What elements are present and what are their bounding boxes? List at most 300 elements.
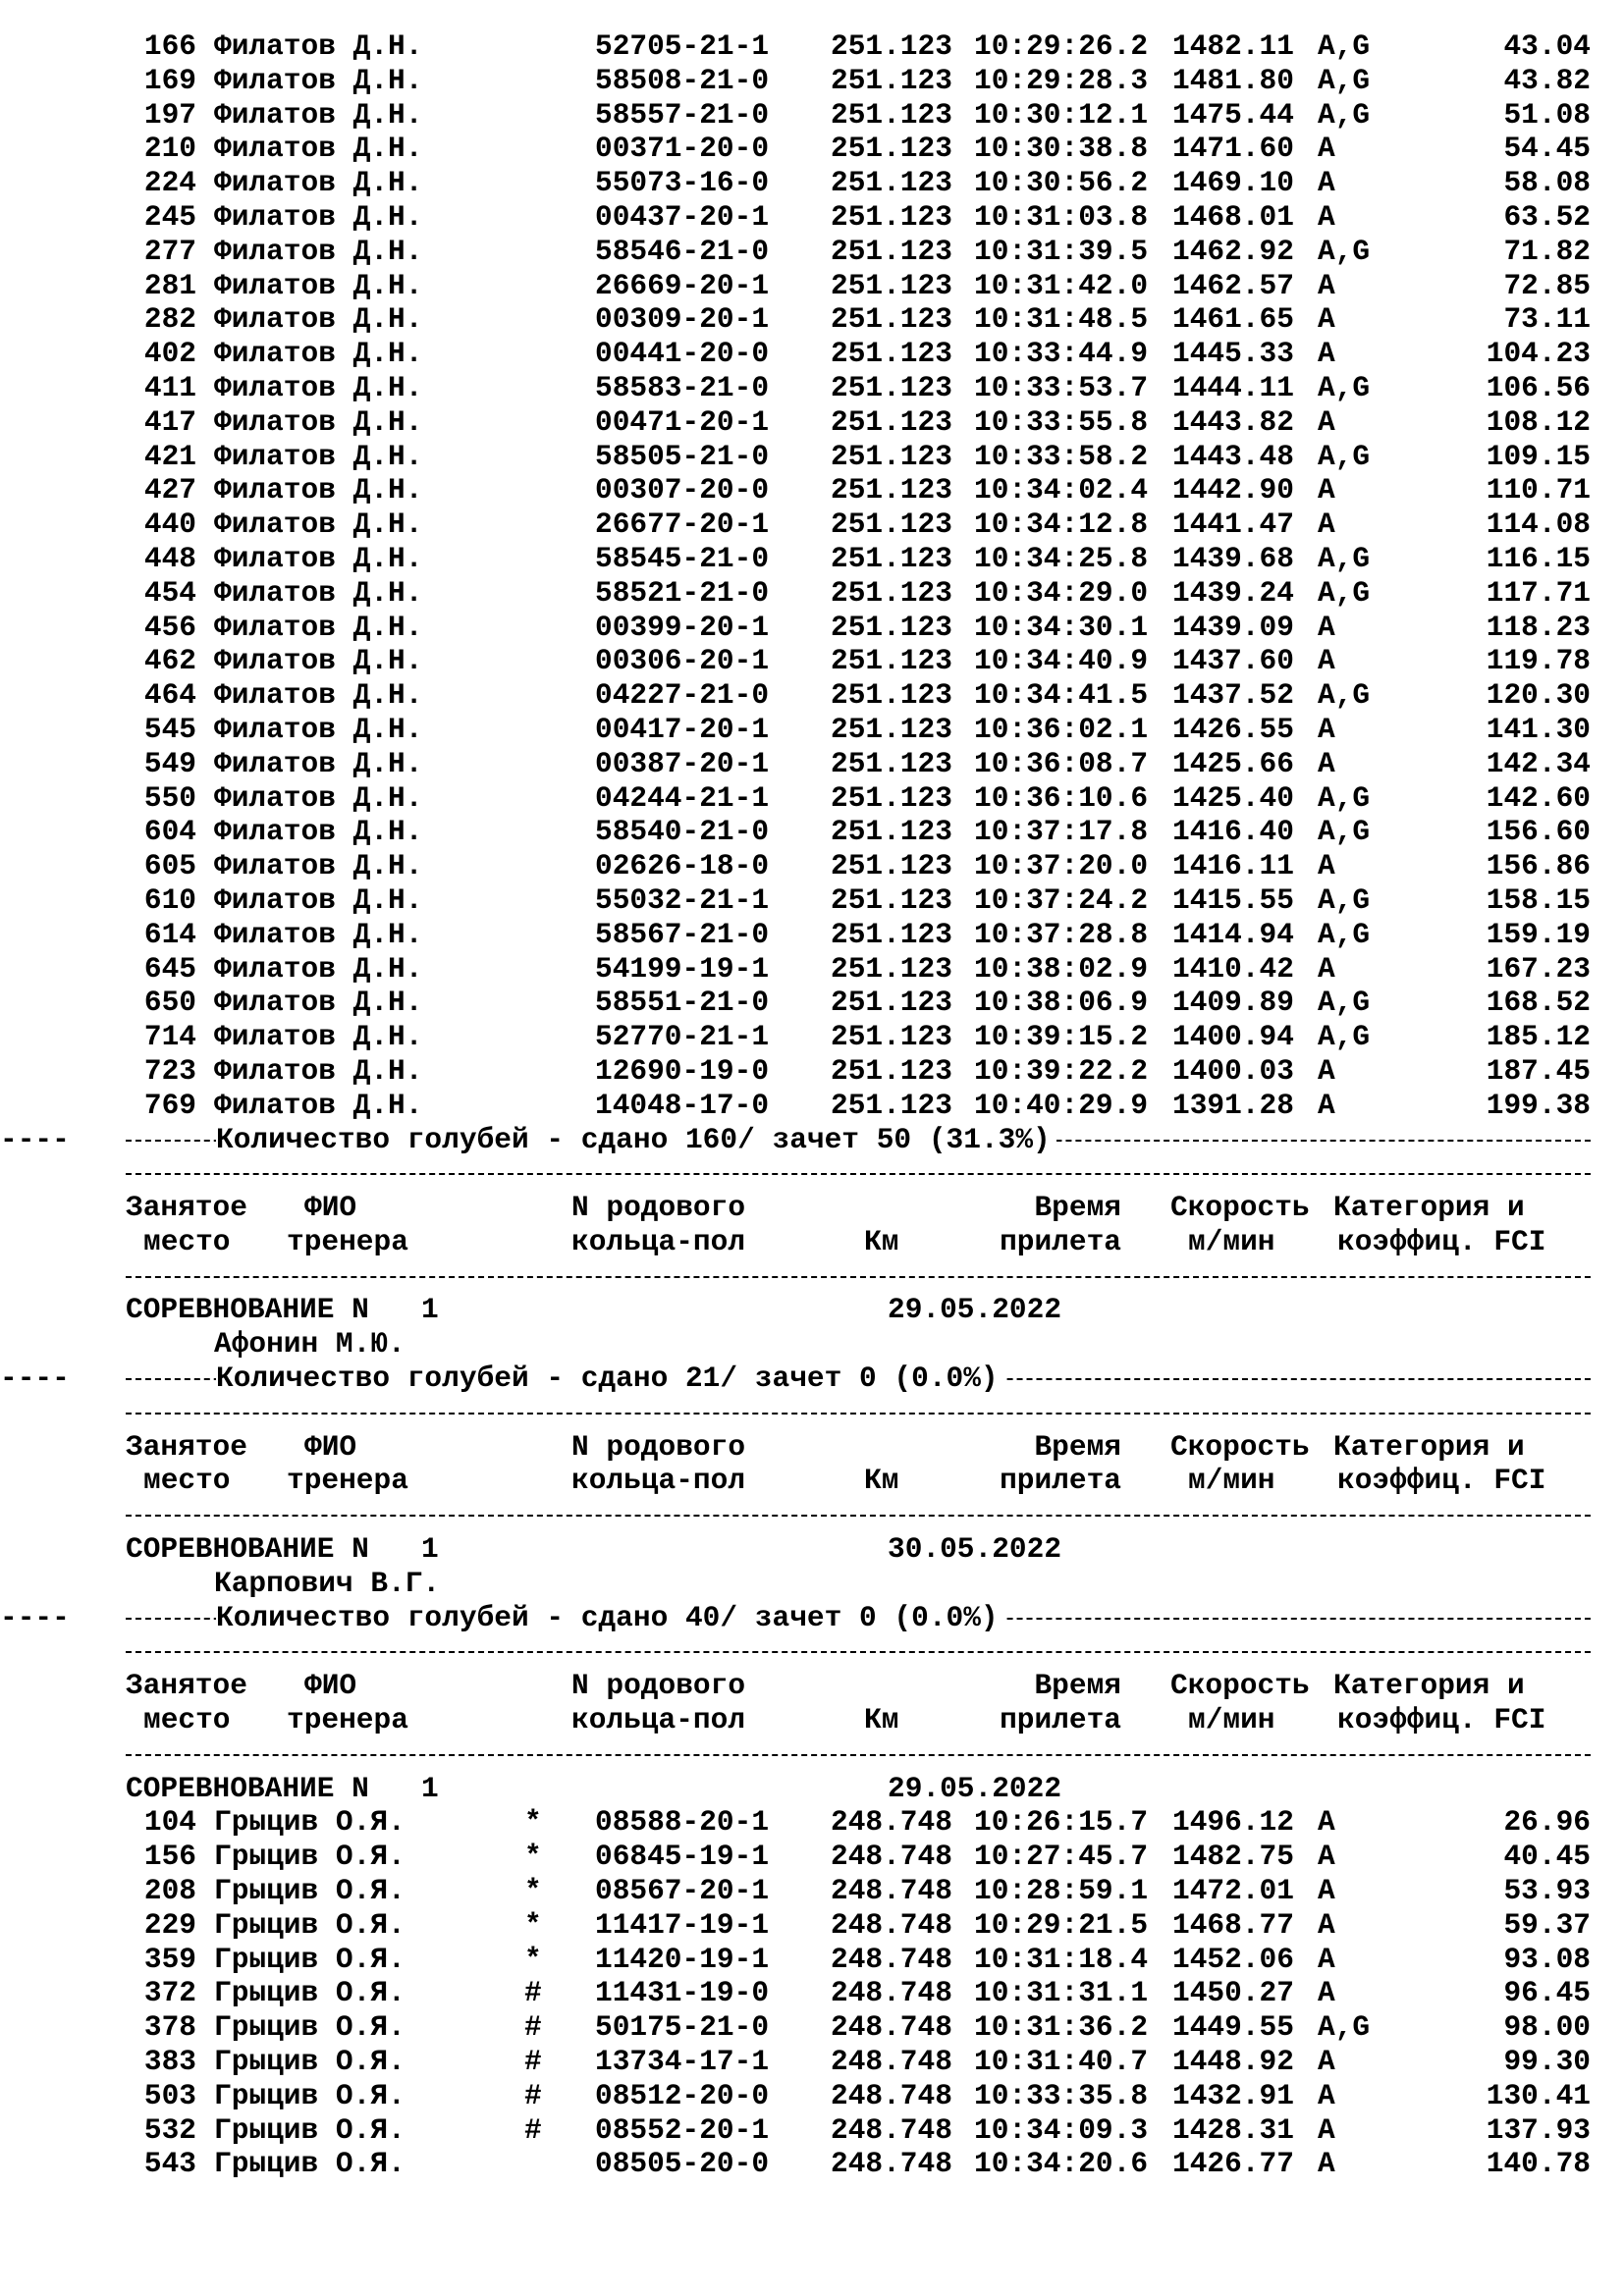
row-category: A (1318, 746, 1335, 780)
row-name: Грыцив О.Я. (214, 1976, 406, 2010)
row-coefficient: 93.08 (1503, 1942, 1591, 1976)
result-row (0, 440, 1624, 474)
row-name: Филатов Д.Н. (214, 199, 423, 234)
row-speed: 1400.03 (1172, 1053, 1294, 1088)
row-speed: 1415.55 (1172, 882, 1294, 917)
row-speed: 1443.48 (1172, 439, 1294, 473)
dashed-rule-line (126, 1413, 1591, 1415)
row-time: 10:34:41.5 (974, 678, 1149, 713)
competition-title: СОРЕВНОВАНИЕ N 1 (126, 1771, 439, 1805)
row-km: 251.123 (831, 780, 952, 815)
row-coefficient: 185.12 (1486, 1020, 1591, 1054)
row-km: 248.748 (831, 1840, 952, 1874)
row-category: A (1318, 166, 1335, 200)
row-ring: 50175-21-0 (595, 2010, 770, 2045)
result-row (0, 166, 1624, 200)
row-ring: 08512-20-0 (595, 2078, 770, 2112)
row-ring: 00387-20-1 (595, 746, 770, 780)
header-place: место (143, 1703, 231, 1737)
row-place: 427 (143, 473, 196, 507)
row-ring: 58521-21-0 (595, 575, 770, 610)
row-km: 251.123 (831, 268, 952, 302)
row-time: 10:30:56.2 (974, 166, 1149, 200)
row-name: Филатов Д.Н. (214, 746, 423, 780)
result-row (0, 1020, 1624, 1054)
result-row (0, 542, 1624, 576)
summary-text: Количество голубей - сдано 160/ зачет 50 (31.3%) (216, 1123, 1056, 1157)
row-name: Филатов Д.Н. (214, 1088, 423, 1122)
row-time: 10:37:28.8 (974, 917, 1149, 951)
row-speed: 1471.60 (1172, 132, 1294, 166)
summary-line (0, 1123, 1624, 1157)
row-ring: 12690-19-0 (595, 1053, 770, 1088)
row-coefficient: 142.60 (1486, 780, 1591, 815)
result-row (0, 405, 1624, 440)
row-coefficient: 43.04 (1503, 29, 1591, 63)
row-place: 281 (143, 268, 196, 302)
row-coefficient: 108.12 (1486, 404, 1591, 439)
row-place: 456 (143, 610, 196, 644)
row-ring: 08552-20-1 (595, 2112, 770, 2147)
row-category: A,G (1318, 815, 1371, 849)
row-time: 10:31:42.0 (974, 268, 1149, 302)
row-place: 156 (143, 1840, 196, 1874)
row-place: 245 (143, 199, 196, 234)
row-category: A,G (1318, 882, 1371, 917)
header-place: Занятое (126, 1191, 247, 1225)
row-time: 10:34:09.3 (974, 2112, 1149, 2147)
row-km: 248.748 (831, 2045, 952, 2079)
result-row (0, 1805, 1624, 1840)
column-header-row (0, 1703, 1624, 1737)
row-name: Филатов Д.Н. (214, 712, 423, 746)
row-km: 251.123 (831, 986, 952, 1020)
row-place: 282 (143, 302, 196, 337)
result-row (0, 644, 1624, 678)
row-category: A,G (1318, 575, 1371, 610)
row-time: 10:36:02.1 (974, 712, 1149, 746)
row-place: 208 (143, 1874, 196, 1908)
row-name: Филатов Д.Н. (214, 63, 423, 97)
row-coefficient: 73.11 (1503, 302, 1591, 337)
row-category: A (1318, 1942, 1335, 1976)
row-mark: * (524, 1942, 542, 1976)
row-category: A,G (1318, 678, 1371, 713)
header-cat: Категория и (1333, 1191, 1525, 1225)
row-category: A,G (1318, 780, 1371, 815)
row-ring: 58583-21-0 (595, 370, 770, 404)
row-speed: 1496.12 (1172, 1805, 1294, 1840)
row-km: 248.748 (831, 1942, 952, 1976)
row-speed: 1439.09 (1172, 610, 1294, 644)
row-km: 251.123 (831, 1088, 952, 1122)
row-km: 251.123 (831, 849, 952, 883)
row-speed: 1439.68 (1172, 541, 1294, 575)
row-ring: 00306-20-1 (595, 644, 770, 678)
header-speed: Скорость (1170, 1429, 1310, 1464)
row-name: Филатов Д.Н. (214, 29, 423, 63)
row-mark: # (524, 2045, 542, 2079)
row-coefficient: 117.71 (1486, 575, 1591, 610)
row-category: A,G (1318, 541, 1371, 575)
row-km: 248.748 (831, 2078, 952, 2112)
result-row (0, 269, 1624, 303)
result-row (0, 200, 1624, 235)
row-category: A (1318, 2147, 1335, 2181)
header-km: Км (864, 1703, 899, 1737)
competition-date: 29.05.2022 (888, 1771, 1062, 1805)
row-speed: 1468.01 (1172, 199, 1294, 234)
row-category: A,G (1318, 370, 1371, 404)
row-place: 359 (143, 1942, 196, 1976)
row-km: 251.123 (831, 63, 952, 97)
row-name: Филатов Д.Н. (214, 268, 423, 302)
row-speed: 1448.92 (1172, 2045, 1294, 2079)
summary-line (0, 1601, 1624, 1635)
row-speed: 1437.52 (1172, 678, 1294, 713)
row-speed: 1452.06 (1172, 1942, 1294, 1976)
row-coefficient: 40.45 (1503, 1840, 1591, 1874)
row-coefficient: 58.08 (1503, 166, 1591, 200)
row-coefficient: 63.52 (1503, 199, 1591, 234)
row-place: 417 (143, 404, 196, 439)
row-ring: 58545-21-0 (595, 541, 770, 575)
row-name: Филатов Д.Н. (214, 575, 423, 610)
row-ring: 58546-21-0 (595, 234, 770, 268)
row-speed: 1428.31 (1172, 2112, 1294, 2147)
row-name: Филатов Д.Н. (214, 404, 423, 439)
competition-date: 29.05.2022 (888, 1293, 1062, 1327)
header-cat: коэффиц. FCI (1337, 1703, 1546, 1737)
result-row (0, 952, 1624, 987)
row-category: A (1318, 712, 1335, 746)
row-speed: 1461.65 (1172, 302, 1294, 337)
row-mark: * (524, 1907, 542, 1942)
row-coefficient: 96.45 (1503, 1976, 1591, 2010)
row-name: Грыцив О.Я. (214, 2045, 406, 2079)
row-category: A,G (1318, 2010, 1371, 2045)
row-time: 10:34:12.8 (974, 507, 1149, 542)
header-time: прилета (1000, 1464, 1121, 1498)
competition-title: СОРЕВНОВАНИЕ N 1 (126, 1293, 439, 1327)
row-km: 251.123 (831, 712, 952, 746)
result-row (0, 1874, 1624, 1908)
row-category: A,G (1318, 234, 1371, 268)
row-name: Филатов Д.Н. (214, 849, 423, 883)
summary-prefix: ---- (0, 1362, 78, 1396)
row-mark: * (524, 1805, 542, 1840)
row-km: 251.123 (831, 644, 952, 678)
row-time: 10:37:17.8 (974, 815, 1149, 849)
competition-title: СОРЕВНОВАНИЕ N 1 (126, 1532, 439, 1567)
row-category: A (1318, 1907, 1335, 1942)
row-km: 251.123 (831, 882, 952, 917)
row-time: 10:26:15.7 (974, 1805, 1149, 1840)
results-document (0, 29, 1624, 2181)
row-coefficient: 26.96 (1503, 1805, 1591, 1840)
row-ring: 00441-20-0 (595, 337, 770, 371)
dashed-rule-line (126, 1651, 1591, 1653)
row-coefficient: 156.60 (1486, 815, 1591, 849)
row-time: 10:27:45.7 (974, 1840, 1149, 1874)
row-category: A (1318, 1976, 1335, 2010)
row-time: 10:37:20.0 (974, 849, 1149, 883)
header-cat: коэффиц. FCI (1337, 1464, 1546, 1498)
row-speed: 1449.55 (1172, 2010, 1294, 2045)
result-row (0, 64, 1624, 98)
row-speed: 1444.11 (1172, 370, 1294, 404)
row-speed: 1441.47 (1172, 507, 1294, 542)
competition-date: 30.05.2022 (888, 1532, 1062, 1567)
row-speed: 1437.60 (1172, 644, 1294, 678)
row-place: 604 (143, 815, 196, 849)
row-coefficient: 71.82 (1503, 234, 1591, 268)
result-row (0, 2147, 1624, 2181)
result-row (0, 849, 1624, 883)
result-row (0, 132, 1624, 166)
row-mark: * (524, 1874, 542, 1908)
result-row (0, 2079, 1624, 2113)
row-place: 610 (143, 882, 196, 917)
header-cat: коэффиц. FCI (1337, 1224, 1546, 1258)
row-place: 166 (143, 29, 196, 63)
result-row (0, 2010, 1624, 2045)
row-km: 251.123 (831, 302, 952, 337)
summary-prefix: ---- (0, 1123, 78, 1157)
header-speed: м/мин (1188, 1703, 1275, 1737)
row-category: A (1318, 2112, 1335, 2147)
row-category: A,G (1318, 29, 1371, 63)
header-time: прилета (1000, 1224, 1121, 1258)
row-place: 650 (143, 986, 196, 1020)
row-speed: 1482.11 (1172, 29, 1294, 63)
row-km: 251.123 (831, 166, 952, 200)
row-category: A,G (1318, 1020, 1371, 1054)
row-place: 448 (143, 541, 196, 575)
row-name: Филатов Д.Н. (214, 917, 423, 951)
dashed-rule (0, 1498, 1624, 1532)
header-fio: тренера (287, 1464, 408, 1498)
row-speed: 1432.91 (1172, 2078, 1294, 2112)
row-ring: 04244-21-1 (595, 780, 770, 815)
row-ring: 08505-20-0 (595, 2147, 770, 2181)
row-name: Филатов Д.Н. (214, 473, 423, 507)
row-km: 251.123 (831, 746, 952, 780)
row-km: 251.123 (831, 1053, 952, 1088)
row-category: A (1318, 610, 1335, 644)
row-name: Филатов Д.Н. (214, 1053, 423, 1088)
header-time: прилета (1000, 1703, 1121, 1737)
row-name: Филатов Д.Н. (214, 439, 423, 473)
header-speed: м/мин (1188, 1464, 1275, 1498)
row-name: Грыцив О.Я. (214, 1907, 406, 1942)
row-coefficient: 114.08 (1486, 507, 1591, 542)
row-speed: 1481.80 (1172, 63, 1294, 97)
row-km: 251.123 (831, 575, 952, 610)
row-mark: # (524, 2010, 542, 2045)
result-row (0, 98, 1624, 133)
row-category: A (1318, 268, 1335, 302)
result-row (0, 1054, 1624, 1089)
result-row (0, 576, 1624, 611)
row-speed: 1410.42 (1172, 951, 1294, 986)
header-ring: кольца-пол (571, 1224, 746, 1258)
row-coefficient: 72.85 (1503, 268, 1591, 302)
row-km: 248.748 (831, 1976, 952, 2010)
row-ring: 58505-21-0 (595, 439, 770, 473)
row-coefficient: 59.37 (1503, 1907, 1591, 1942)
row-km: 248.748 (831, 2010, 952, 2045)
row-time: 10:28:59.1 (974, 1874, 1149, 1908)
row-speed: 1426.77 (1172, 2147, 1294, 2181)
row-place: 769 (143, 1088, 196, 1122)
header-speed: Скорость (1170, 1191, 1310, 1225)
row-speed: 1468.77 (1172, 1907, 1294, 1942)
row-km: 251.123 (831, 951, 952, 986)
row-category: A (1318, 1053, 1335, 1088)
result-row (0, 883, 1624, 918)
header-fio: ФИО (304, 1669, 357, 1703)
row-name: Грыцив О.Я. (214, 2147, 406, 2181)
row-place: 372 (143, 1976, 196, 2010)
row-category: A (1318, 1840, 1335, 1874)
column-header-row (0, 1191, 1624, 1225)
row-ring: 55032-21-1 (595, 882, 770, 917)
row-speed: 1414.94 (1172, 917, 1294, 951)
row-km: 251.123 (831, 234, 952, 268)
row-coefficient: 156.86 (1486, 849, 1591, 883)
row-name: Грыцив О.Я. (214, 1874, 406, 1908)
row-time: 10:39:22.2 (974, 1053, 1149, 1088)
dashed-rule-line (126, 1515, 1591, 1517)
row-name: Филатов Д.Н. (214, 132, 423, 166)
row-time: 10:31:48.5 (974, 302, 1149, 337)
trainer-name: Карпович В.Г. (214, 1566, 441, 1600)
row-place: 169 (143, 63, 196, 97)
row-name: Филатов Д.Н. (214, 986, 423, 1020)
result-row (0, 507, 1624, 542)
row-mark: # (524, 1976, 542, 2010)
row-time: 10:30:38.8 (974, 132, 1149, 166)
result-row (0, 1089, 1624, 1123)
row-coefficient: 159.19 (1486, 917, 1591, 951)
header-fio: тренера (287, 1224, 408, 1258)
result-row (0, 747, 1624, 781)
row-ring: 08567-20-1 (595, 1874, 770, 1908)
row-coefficient: 120.30 (1486, 678, 1591, 713)
result-row (0, 235, 1624, 269)
row-coefficient: 199.38 (1486, 1088, 1591, 1122)
header-ring: кольца-пол (571, 1703, 746, 1737)
row-place: 714 (143, 1020, 196, 1054)
dashed-rule (0, 1396, 1624, 1430)
header-place: место (143, 1224, 231, 1258)
summary-prefix: ---- (0, 1601, 78, 1635)
row-time: 10:37:24.2 (974, 882, 1149, 917)
row-place: 503 (143, 2078, 196, 2112)
row-ring: 26677-20-1 (595, 507, 770, 542)
row-place: 545 (143, 712, 196, 746)
row-coefficient: 53.93 (1503, 1874, 1591, 1908)
row-ring: 58557-21-0 (595, 97, 770, 132)
header-cat: Категория и (1333, 1669, 1525, 1703)
row-ring: 54199-19-1 (595, 951, 770, 986)
column-header-row (0, 1430, 1624, 1465)
row-ring: 58508-21-0 (595, 63, 770, 97)
result-row (0, 611, 1624, 645)
result-row (0, 1840, 1624, 1874)
header-ring: N родового (571, 1429, 746, 1464)
result-row (0, 371, 1624, 405)
row-mark: * (524, 1840, 542, 1874)
result-row (0, 2045, 1624, 2079)
competition-line (0, 1772, 1624, 1806)
row-place: 614 (143, 917, 196, 951)
row-coefficient: 110.71 (1486, 473, 1591, 507)
row-coefficient: 116.15 (1486, 541, 1591, 575)
header-km: Км (864, 1464, 899, 1498)
row-time: 10:33:58.2 (974, 439, 1149, 473)
row-ring: 52770-21-1 (595, 1020, 770, 1054)
row-name: Филатов Д.Н. (214, 815, 423, 849)
row-speed: 1425.40 (1172, 780, 1294, 815)
row-time: 10:31:31.1 (974, 1976, 1149, 2010)
row-ring: 08588-20-1 (595, 1805, 770, 1840)
row-km: 251.123 (831, 337, 952, 371)
row-speed: 1400.94 (1172, 1020, 1294, 1054)
result-row (0, 678, 1624, 713)
row-time: 10:33:53.7 (974, 370, 1149, 404)
row-time: 10:36:08.7 (974, 746, 1149, 780)
row-km: 251.123 (831, 917, 952, 951)
row-category: A,G (1318, 97, 1371, 132)
row-category: A,G (1318, 917, 1371, 951)
row-time: 10:31:18.4 (974, 1942, 1149, 1976)
row-time: 10:34:30.1 (974, 610, 1149, 644)
row-time: 10:34:25.8 (974, 541, 1149, 575)
result-row (0, 713, 1624, 747)
header-place: Занятое (126, 1429, 247, 1464)
dashed-rule (0, 1737, 1624, 1772)
row-speed: 1425.66 (1172, 746, 1294, 780)
row-ring: 06845-19-1 (595, 1840, 770, 1874)
row-category: A (1318, 302, 1335, 337)
row-km: 251.123 (831, 815, 952, 849)
result-row (0, 986, 1624, 1020)
trainer-line (0, 1567, 1624, 1601)
result-row (0, 1976, 1624, 2010)
dashed-rule-line (126, 1173, 1591, 1175)
header-ring: кольца-пол (571, 1464, 746, 1498)
row-time: 10:31:36.2 (974, 2010, 1149, 2045)
row-time: 10:29:26.2 (974, 29, 1149, 63)
summary-text: Количество голубей - сдано 40/ зачет 0 (0.0%) (216, 1601, 1004, 1635)
row-coefficient: 141.30 (1486, 712, 1591, 746)
row-speed: 1475.44 (1172, 97, 1294, 132)
row-place: 464 (143, 678, 196, 713)
row-coefficient: 106.56 (1486, 370, 1591, 404)
row-name: Филатов Д.Н. (214, 234, 423, 268)
row-coefficient: 104.23 (1486, 337, 1591, 371)
row-name: Филатов Д.Н. (214, 541, 423, 575)
header-place: место (143, 1464, 231, 1498)
row-name: Филатов Д.Н. (214, 678, 423, 713)
row-km: 251.123 (831, 97, 952, 132)
row-category: A (1318, 337, 1335, 371)
row-coefficient: 98.00 (1503, 2010, 1591, 2045)
row-name: Грыцив О.Я. (214, 1805, 406, 1840)
header-km: Км (864, 1224, 899, 1258)
